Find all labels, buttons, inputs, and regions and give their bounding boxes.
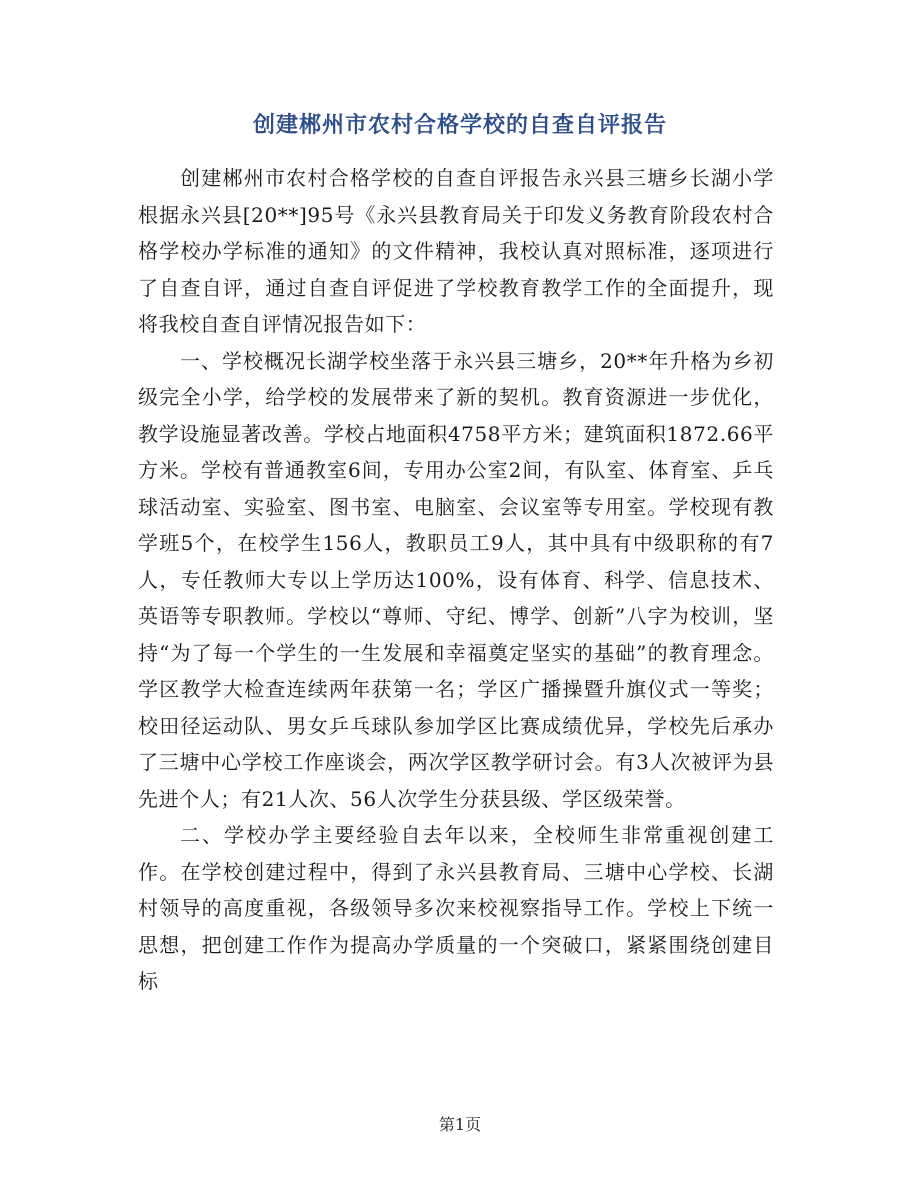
paragraph-school-overview: 一、学校概况长湖学校坐落于永兴县三塘乡，20**年升格为乡初级完全小学，给学校的发展带来了新的契机。教育资源进一步优化，教学设施显著改善。学校占地面积4758平方米；建筑面积1872.66平方米。学校有普通教室6间，专用办公室2间，有队室、体育室、乒乓球活动室、实验室、图书室、电脑室、会议室等专用室。学校现有教学班5个，在校学生156人，教职员工9人，其中具有中级职称的有7人，专任教师大专以上学历达100%，设有体育、科学、信息技术、英语等专职教师。学校以“尊师、守纪、博学、创新”八字为校训，坚持“为了每一个学生的一生发展和幸福奠定坚实的基础”的教育理念。学区教学大检查连续两年获第一名；学区广播操暨升旗仪式一等奖；校田径运动队、男女乒乓球队参加学区比赛成绩优异，学校先后承办了三塘中心学校工作座谈会，两次学区教学研讨会。有3人次被评为县先进个人；有21人次、56人次学生分获县级、学区级荣誉。 xyxy=(138,348,774,811)
page-number: 第1页 xyxy=(438,1115,482,1134)
paragraph-intro: 创建郴州市农村合格学校的自查自评报告永兴县三塘乡长湖小学根据永兴县[20**]95号《永兴县教育局关于印发义务教育阶段农村合格学校办学标准的通知》的文件精神，我校认真对照标准，逐项进行了自查自评，通过自查自评促进了学校教育教学工作的全面提升，现将我校自查自评情况报告如下： xyxy=(138,166,774,336)
document-body xyxy=(138,160,774,1000)
document-title: 创建郴州市农村合格学校的自查自评报告 xyxy=(252,113,667,138)
paragraph-main-experience: 二、学校办学主要经验自去年以来，全校师生非常重视创建工作。在学校创建过程中，得到了永兴县教育局、三塘中心学校、长湖村领导的高度重视，各级领导多次来校视察指导工作。学校上下统一思想，把创建工作作为提高办学质量的一个突破口，紧紧围绕创建目标 xyxy=(138,823,774,993)
